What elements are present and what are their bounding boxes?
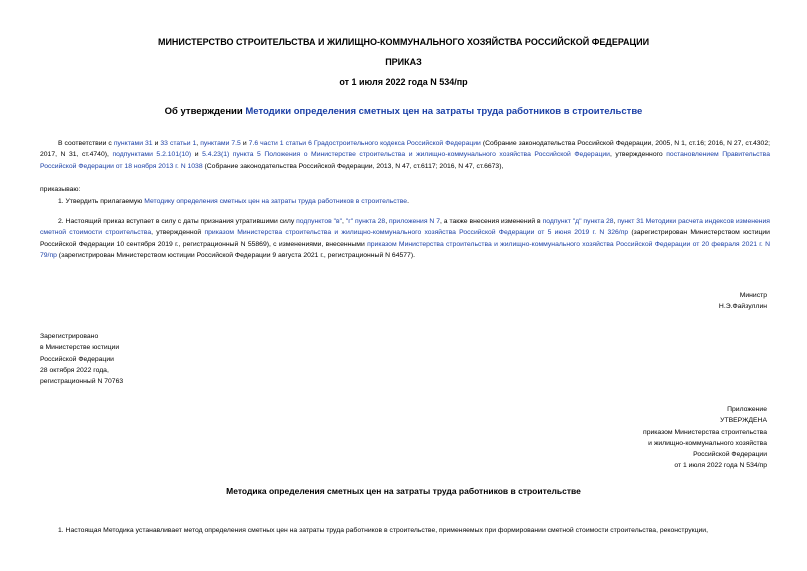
- item-2-paragraph: [40, 216, 770, 261]
- preamble-paragraph: [40, 138, 770, 172]
- link-item-31-index-method[interactable]: пункт 31 Методики расчета индексов изменения сметной стоимости строительства: [40, 218, 770, 237]
- text-span: 2. Настоящий приказ вступает в силу с даты признания утратившими силу: [58, 218, 297, 225]
- link-government-decree-1038[interactable]: постановлением Правительства Российской Федерации от 18 ноября 2013 г. N 1038: [40, 151, 770, 170]
- order-word: приказываю:: [40, 186, 81, 193]
- signature-position: Министр: [739, 292, 767, 299]
- date-number-heading: от 1 июля 2022 года N 534/пр: [339, 77, 468, 87]
- text-span: 1. Утвердить прилагаемую: [58, 198, 145, 205]
- appendix-line: Российской Федерации: [693, 451, 767, 459]
- link-appendix-7[interactable]: приложения N 7: [388, 218, 441, 225]
- registration-line: в Министерстве юстиции: [40, 344, 120, 352]
- link-order-326[interactable]: приказом Министерства строительства и жилищно-коммунального хозяйства Российской Федерации от 5 июня 2019 г. N 326/пр: [204, 229, 629, 237]
- text-span: 1. Настоящая Методика устанавливает метод определения сметных цен на затраты труда работников в строительстве, применяемых при формировании сметной стоимости строительства, реконструкции,: [58, 527, 708, 534]
- registration-line: регистрационный N 70763: [40, 378, 124, 386]
- registration-line: Зарегистрировано: [40, 333, 99, 340]
- text-span: , а также внесения изменений в: [440, 218, 543, 225]
- title-methodology-link[interactable]: Методики определения сметных цен на затраты труда работников в строительстве: [245, 106, 643, 117]
- text-span: (Собрание законодательства Российской Федерации, 2013, N 47, ст.6117; 2016, N 47, ст.6673),: [202, 162, 504, 170]
- link-gradcode-p33[interactable]: 33 статьи 1: [160, 140, 197, 147]
- item-1-paragraph: [40, 196, 770, 207]
- link-subitem-d-p28[interactable]: подпункт "д" пункта 28: [542, 218, 614, 225]
- appendix-line: приказом Министерства строительства: [643, 428, 767, 436]
- text-span: В соответствии с: [58, 140, 114, 147]
- link-regulation-5-4-23[interactable]: 5.4.23(1) пункта 5 Положения о Министерстве строительства и жилищно-коммунального хозяйства Российской Федерации: [202, 151, 610, 159]
- link-subitem-g-p28[interactable]: "г" пункта 28: [345, 218, 386, 225]
- text-span: ,: [613, 218, 618, 225]
- link-methodology[interactable]: Методику определения сметных цен на затраты труда работников в строительстве: [144, 198, 408, 205]
- text-span: и: [240, 140, 249, 147]
- registration-block: [40, 331, 123, 387]
- title-prefix: Об утверждении: [164, 106, 246, 117]
- text-span: , утвержденного: [609, 151, 667, 159]
- link-order-79[interactable]: приказом Министерства строительства и жилищно-коммунального хозяйства Российской Федерации от 20 февраля 2021 г. N 79/пр: [40, 240, 771, 259]
- text-span: .: [407, 198, 409, 205]
- link-gradcode-p76[interactable]: 7.6 части 1 статьи 6 Градостроительного кодекса Российской Федерации: [248, 140, 481, 147]
- methodology-paragraph-1: [40, 525, 770, 536]
- appendix-line: и жилищно-коммунального хозяйства: [648, 439, 767, 447]
- link-regulation-5-2-101[interactable]: подпунктами 5.2.101(10): [112, 151, 192, 159]
- appendix-line: от 1 июля 2022 года N 534/пр: [674, 462, 767, 470]
- doc-type-heading: ПРИКАЗ: [385, 57, 422, 67]
- ministry-heading: МИНИСТЕРСТВО СТРОИТЕЛЬСТВА И ЖИЛИЩНО-КОММУНАЛЬНОГО ХОЗЯЙСТВА РОССИЙСКОЙ ФЕДЕРАЦИИ: [157, 37, 650, 47]
- link-subitem-v[interactable]: подпунктов "в": [296, 218, 343, 225]
- appendix-block: [643, 404, 767, 472]
- appendix-line: Приложение: [727, 406, 767, 413]
- text-span: (зарегистрирован Министерством юстиции Российской Федерации 10 сентября 2019 г., регистрационный N 55869), с изменениями, внесенными: [40, 229, 770, 248]
- link-gradcode-p31[interactable]: пунктами 31: [113, 140, 153, 147]
- order-title: [0, 106, 807, 117]
- link-gradcode-p75[interactable]: пунктами 7.5: [200, 140, 241, 147]
- text-span: (зарегистрирован Министерством юстиции Российской Федерации 9 августа 2021 г., регистрационный N 64577).: [56, 251, 415, 259]
- registration-line: 28 октября 2022 года,: [40, 366, 109, 374]
- text-span: ,: [342, 218, 346, 225]
- text-span: и: [152, 140, 161, 147]
- text-span: ,: [385, 218, 389, 225]
- signature-name: Н.Э.Файзуллин: [718, 303, 767, 311]
- text-span: (Собрание законодательства Российской Федерации, 2005, N 1, ст.16; 2016, N 27, ст.4302; 2017, N 31, ст.4740),: [40, 140, 770, 159]
- text-span: и: [191, 151, 203, 159]
- text-span: , утвержденной: [151, 229, 205, 237]
- text-span: ,: [196, 140, 201, 147]
- methodology-title: Методика определения сметных цен на затраты труда работников в строительстве: [226, 486, 581, 496]
- appendix-line: УТВЕРЖДЕНА: [720, 417, 767, 425]
- registration-line: Российской Федерации: [40, 355, 114, 363]
- signature-block: [719, 290, 767, 313]
